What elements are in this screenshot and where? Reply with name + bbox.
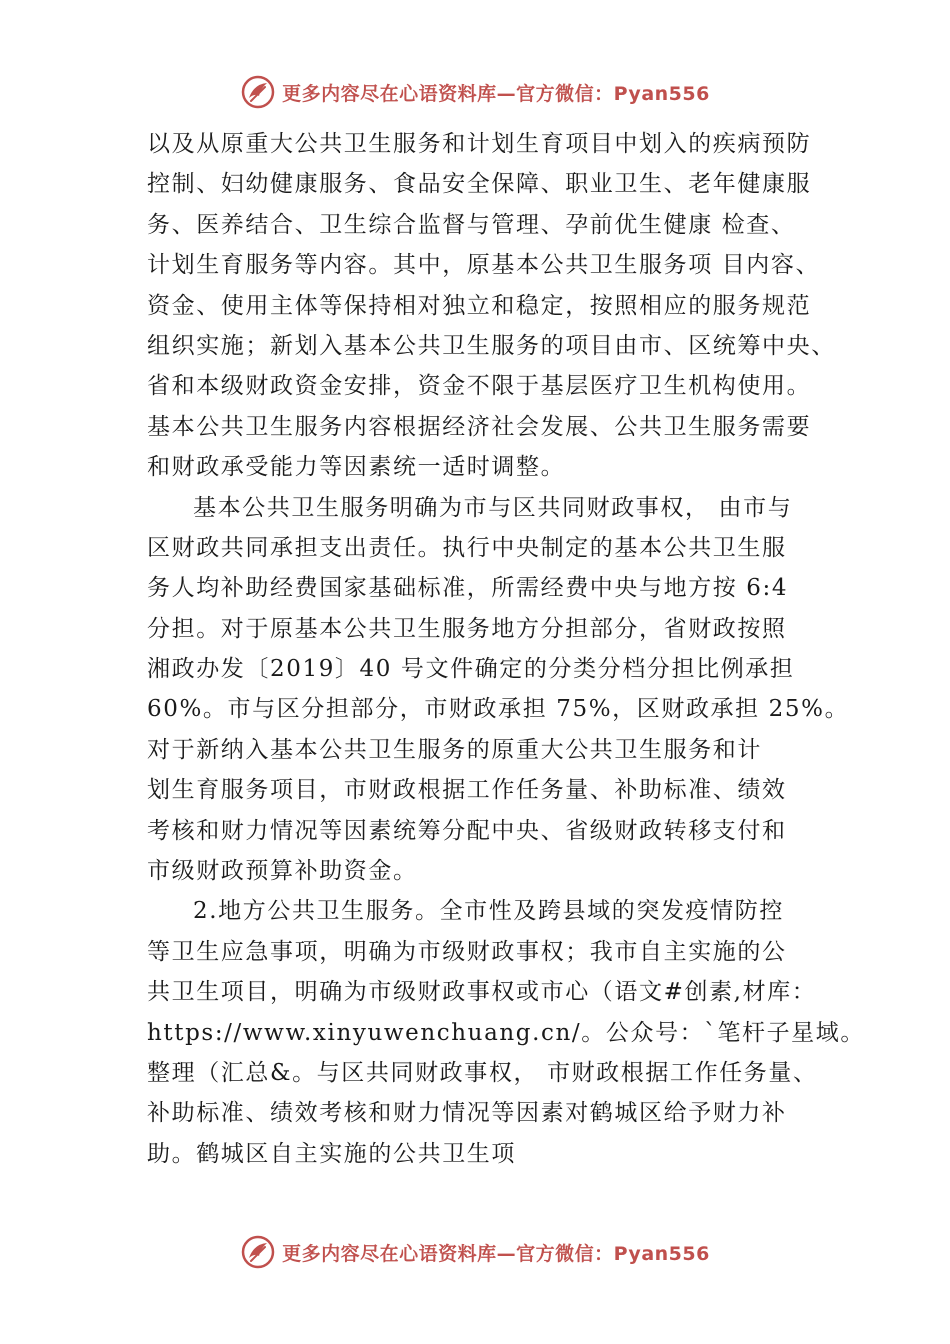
text-line: 划生育服务项目，市财政根据工作任务量、补助标准、绩效 (147, 777, 787, 804)
text-line: 助。鹤城区自主实施的公共卫生项 (147, 1140, 516, 1167)
text-line: https://www.xinyuwenchuang.cn/。公众号：`笔杆子星域。 (147, 1019, 865, 1046)
text-line: 控制、妇幼健康服务、食品安全保障、职业卫生、老年健康服 (147, 171, 812, 198)
text-line: 整理（汇总&。与区共同财政事权， 市财政根据工作任务量、 (147, 1059, 818, 1086)
text-line: 市级财政预算补助资金。 (147, 858, 418, 885)
brand-logo-icon (240, 74, 276, 110)
text-line: 考核和财力情况等因素统筹分配中央、省级财政转移支付和 (147, 817, 787, 844)
brand-logo-icon (240, 1234, 276, 1270)
document-body (147, 124, 865, 1174)
text-line: 资金、使用主体等保持相对独立和稳定，按照相应的服务规范 (147, 292, 812, 319)
paragraph-first-line: 基本公共卫生服务明确为市与区共同财政事权， 由市与 (193, 494, 793, 521)
text-line: 基本公共卫生服务内容根据经济社会发展、公共卫生服务需要 (147, 413, 812, 440)
text-line: 务、医养结合、卫生综合监督与管理、孕前优生健康 检查、 (147, 211, 796, 238)
footer-banner-text: 更多内容尽在心语资料库—官方微信：Pyan556 (282, 1242, 710, 1265)
text-line: 以及从原重大公共卫生服务和计划生育项目中划入的疾病预防 (147, 131, 812, 157)
text-line: 务人均补助经费国家基础标准，所需经费中央与地方按 6:4 (147, 575, 789, 602)
text-line: 补助标准、绩效考核和财力情况等因素对鹤城区给予财力补 (147, 1100, 787, 1127)
text-line: 分担。对于原基本公共卫生服务地方分担部分，省财政按照 (147, 615, 787, 642)
text-line: 和财政承受能力等因素统一适时调整。 (147, 454, 566, 481)
text-line: 省和本级财政资金安排，资金不限于基层医疗卫生机构使用。 (147, 373, 812, 400)
text-line: 共卫生项目，明确为市级财政事权或市心（语文#创素,材库： (147, 979, 817, 1006)
paragraph-first-line: 2.地方公共卫生服务。全市性及跨县域的突发疫情防控 (193, 898, 784, 925)
header-banner-text: 更多内容尽在心语资料库—官方微信：Pyan556 (282, 82, 710, 105)
text-line: 60%。市与区分担部分，市财政承担 75%，区财政承担 25%。 (147, 696, 850, 723)
text-line: 区财政共同承担支出责任。执行中央制定的基本公共卫生服 (147, 534, 787, 561)
footer-watermark-banner (0, 1230, 950, 1274)
text-line: 计划生育服务等内容。其中，原基本公共卫生服务项 目内容、 (147, 252, 821, 279)
text-line: 等卫生应急事项，明确为市级财政事权；我市自主实施的公 (147, 938, 787, 965)
text-line: 对于新纳入基本公共卫生服务的原重大公共卫生服务和计 (147, 736, 762, 763)
text-line: 湘政办发〔2019〕40 号文件确定的分类分档分担比例承担 (147, 656, 795, 683)
text-line: 组织实施；新划入基本公共卫生服务的项目由市、区统筹中央、 (147, 332, 836, 359)
header-watermark-banner (0, 70, 950, 114)
